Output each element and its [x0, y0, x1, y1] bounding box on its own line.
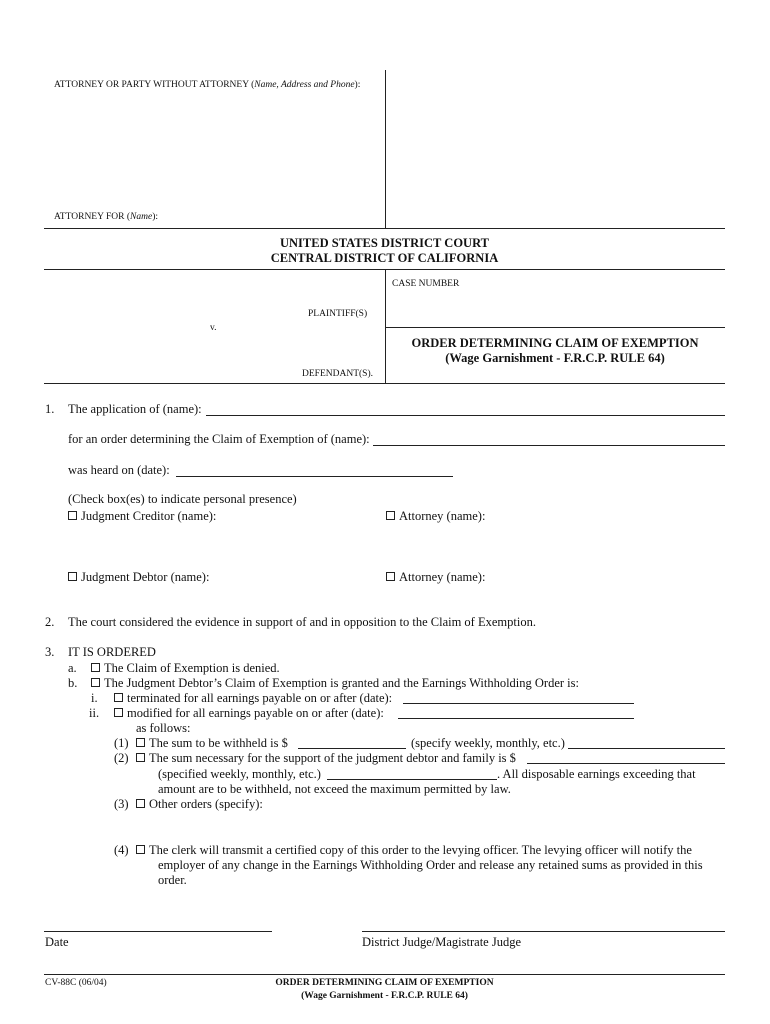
option-ii-checkbox[interactable]	[114, 708, 123, 717]
order2: The sum necessary for the support of the judgment debtor and family is $	[136, 751, 516, 766]
creditor-attorney-checkbox[interactable]	[386, 511, 395, 520]
versus-label: v.	[210, 323, 217, 333]
date-label: Date	[45, 935, 69, 949]
modified-date-field[interactable]	[398, 718, 634, 719]
option-b: The Judgment Debtor’s Claim of Exemption is granted and the Earnings Withholding Order is:	[91, 676, 579, 691]
option-a: The Claim of Exemption is denied.	[91, 661, 280, 676]
plaintiff-label: PLAINTIFF(S)	[308, 309, 368, 319]
option-ii: modified for all earnings payable on or after (date):	[114, 706, 384, 721]
judgment-debtor-checkbox[interactable]	[68, 572, 77, 581]
debtor-attorney-checkbox[interactable]	[386, 572, 395, 581]
footer-subtitle: (Wage Garnishment - F.R.C.P. RULE 64)	[301, 991, 468, 1001]
debtor-attorney-option: Attorney (name):	[386, 570, 485, 585]
option-b-checkbox[interactable]	[91, 678, 100, 687]
order1-checkbox[interactable]	[136, 738, 145, 747]
judge-label: District Judge/Magistrate Judge	[362, 935, 521, 949]
order4-label: (4)	[114, 843, 129, 857]
option-a-checkbox[interactable]	[91, 663, 100, 672]
footer-rule	[44, 974, 725, 975]
check-note: (Check box(es) to indicate personal presence)	[68, 492, 297, 506]
order2-cont: . All disposable earnings exceeding that	[497, 767, 696, 781]
option-b-label: b.	[68, 676, 78, 690]
withheld-sum-field[interactable]	[298, 748, 406, 749]
case-number-field[interactable]	[385, 327, 725, 328]
item2-text: The court considered the evidence in support of and in opposition to the Claim of Exemption.	[68, 615, 536, 629]
order4-line3: order.	[158, 873, 187, 887]
terminated-date-field[interactable]	[403, 703, 634, 704]
order-title: ORDER DETERMINING CLAIM OF EXEMPTION	[411, 336, 699, 350]
order4-checkbox[interactable]	[136, 845, 145, 854]
court-name: UNITED STATES DISTRICT COURT	[280, 236, 489, 250]
order2-cont2: amount are to be withheld, not exceed the maximum permitted by law.	[158, 782, 511, 796]
order2-label: (2)	[114, 751, 129, 765]
judgment-debtor-option: Judgment Debtor (name):	[68, 570, 209, 585]
order4: The clerk will transmit a certified copy of this order to the levying officer. The levying officer will notify the	[136, 843, 692, 858]
date-signature-line[interactable]	[44, 931, 272, 932]
attorney-for-label: ATTORNEY FOR (Name):	[54, 212, 158, 222]
it-is-ordered: IT IS ORDERED	[68, 645, 156, 659]
item1-number: 1.	[45, 402, 55, 416]
footer-title: ORDER DETERMINING CLAIM OF EXEMPTION	[275, 978, 494, 988]
as-follows: as follows:	[136, 721, 191, 735]
form-number: CV-88C (06/04)	[45, 978, 107, 988]
order-subtitle: (Wage Garnishment - F.R.C.P. RULE 64)	[445, 351, 665, 365]
item3-number: 3.	[45, 645, 55, 659]
application-name-field[interactable]	[206, 415, 725, 416]
application-label: The application of (name):	[68, 402, 202, 416]
order2-period: (specified weekly, monthly, etc.)	[158, 767, 321, 781]
support-period-field[interactable]	[327, 779, 497, 780]
creditor-attorney-option: Attorney (name):	[386, 509, 485, 524]
option-i-label: i.	[91, 691, 98, 705]
order3: Other orders (specify):	[136, 797, 263, 812]
order3-label: (3)	[114, 797, 129, 811]
order1: The sum to be withheld is $	[136, 736, 288, 751]
option-i-checkbox[interactable]	[114, 693, 123, 702]
judge-signature-line[interactable]	[362, 931, 725, 932]
defendant-label: DEFENDANT(S).	[302, 369, 373, 379]
order1-label: (1)	[114, 736, 129, 750]
judgment-creditor-option: Judgment Creditor (name):	[68, 509, 216, 524]
header-divider	[385, 70, 386, 228]
option-a-label: a.	[68, 661, 77, 675]
attorney-label: ATTORNEY OR PARTY WITHOUT ATTORNEY (Name, Address and Phone):	[54, 80, 361, 90]
order2-checkbox[interactable]	[136, 753, 145, 762]
heard-on-label: was heard on (date):	[68, 463, 170, 477]
case-number-label: CASE NUMBER	[392, 279, 460, 289]
option-ii-label: ii.	[89, 706, 100, 720]
order3-checkbox[interactable]	[136, 799, 145, 808]
withheld-period-field[interactable]	[568, 748, 725, 749]
order-for-label: for an order determining the Claim of Exemption of (name):	[68, 432, 370, 446]
option-i: terminated for all earnings payable on or after (date):	[114, 691, 392, 706]
order4-line2: employer of any change in the Earnings Withholding Order and release any retained sums as provided in this	[158, 858, 703, 872]
caption-bottom-rule	[44, 383, 725, 384]
header-bottom-rule	[44, 228, 725, 229]
court-district: CENTRAL DISTRICT OF CALIFORNIA	[270, 251, 499, 265]
support-sum-field[interactable]	[527, 763, 725, 764]
order1-period: (specify weekly, monthly, etc.)	[411, 736, 565, 750]
judgment-creditor-checkbox[interactable]	[68, 511, 77, 520]
exemption-name-field[interactable]	[373, 445, 725, 446]
heard-date-field[interactable]	[176, 476, 453, 477]
item2-number: 2.	[45, 615, 55, 629]
